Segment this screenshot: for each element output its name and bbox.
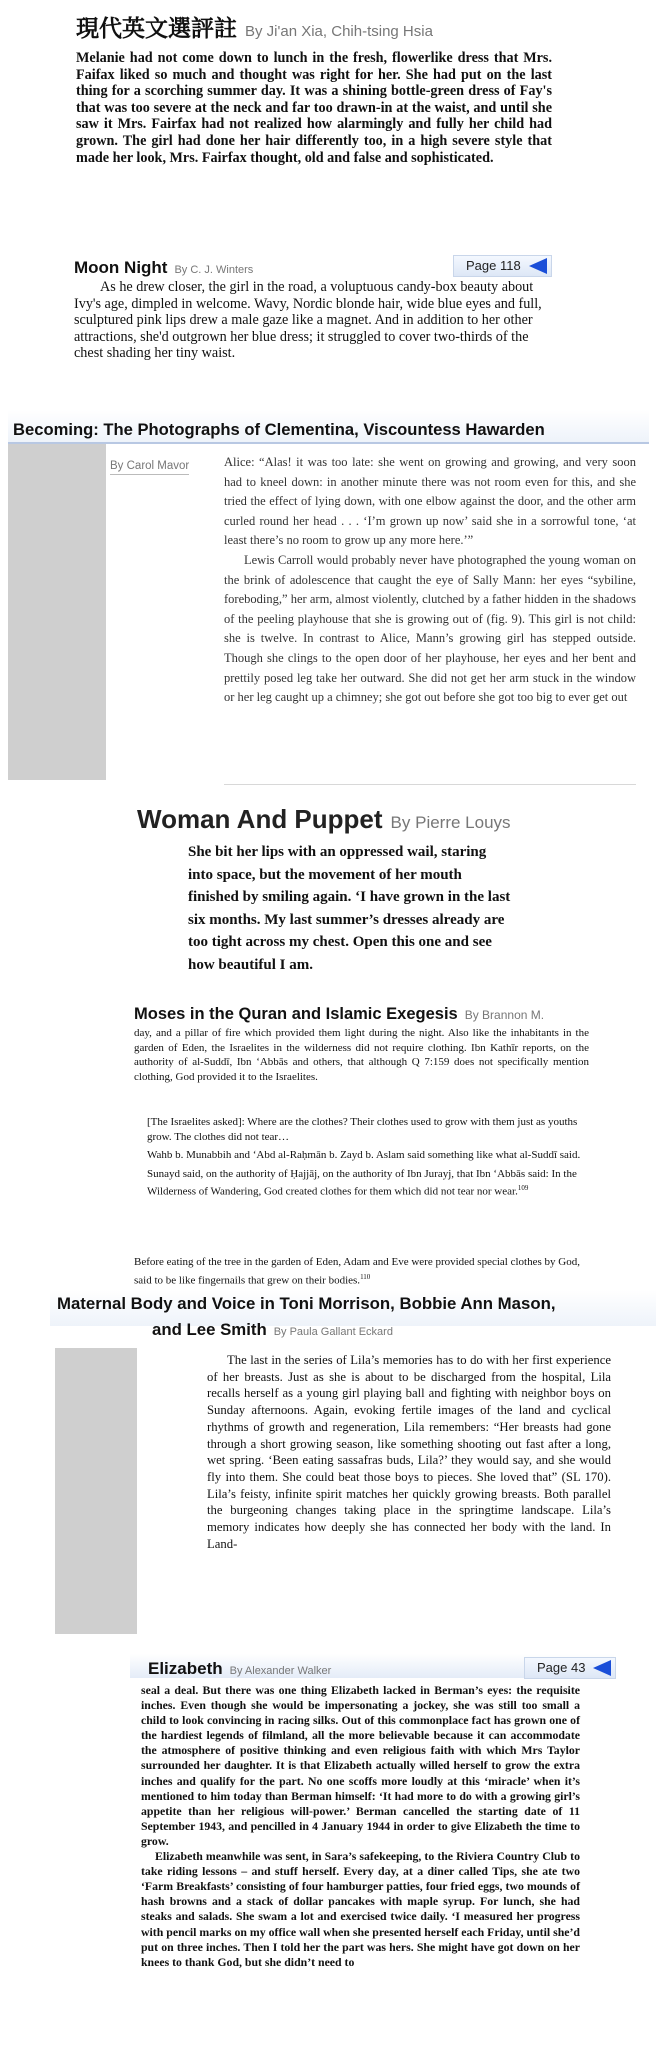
back-arrow-icon[interactable] (529, 258, 547, 274)
footnote-ref: 110 (360, 1272, 371, 1281)
author-byline: By C. J. Winters (174, 264, 254, 276)
book-title: Moses in the Quran and Islamic Exegesis (134, 1005, 458, 1023)
excerpt-header (134, 1005, 544, 1024)
excerpt-text: Elizabeth meanwhile was sent, in Sara’s safekeeping, to the Riviera Country Club to take riding lessons – and stuff herself. Every day, at a diner called Tips, she ate two ‘Farm Breakfasts’ consisting of four hamburger patties, four fried eggs, two mounds of hash browns and a stack of dollar pancakes with maple syrup. For lunch, she had steaks and salads. She swam a lot and exercised twice daily. ‘I measured her progress with pencil marks on my office wall when she presented herself each Friday, until she’d put on three inches. Then I told her the part was hers. She might have got down on her knees to thank God, but she didn’t need to (141, 1849, 580, 1969)
quote-line: [The Israelites asked]: Where are the clothes? Their clothes used to grow with them just as youths grow. The clothes did not tear… (147, 1116, 578, 1143)
quote-line: Sunayd said, on the authority of Ḥajjāj, on the authority of Ibn Jurayj, that Ibn ‘Abbās said: In the Wilderness of Wandering, God created clothes for them which did not tear nor wear.$^{109}$ (147, 1167, 577, 1199)
excerpt-text: Lewis Carroll would probably never have photographed the young woman on the brink of adolescence that caught the eye of Sally Mann: her eyes “sybiline, foreboding,” her arm, almost violently, clutched by a father hidden in the shadows of the peeling playhouse that she is growing out of (fig. 9). This girl is not child: she is twelve. In contrast to Alice, Mann’s growing girl has stepped outside. Though she clings to the open door of her playhouse, her eyes and her bent and prettily posed leg take her outward. She did not get her arm stuck in the window or her leg caught up a chimney; she got out before she got too big to ever get out (224, 552, 636, 705)
page-badge[interactable] (453, 255, 552, 277)
book-title: Becoming: The Photographs of Clementina, Viscountess Hawarden (13, 420, 545, 439)
excerpt-text: She bit her lips with an oppressed wail, staring into space, but the movement of her mouth finished by smiling again. ‘I have grown in the last six months. My last summer’s dresses already are too tight across my chest. Open this one and see how beautiful I am. (188, 844, 511, 973)
excerpt-header (74, 258, 253, 278)
quote-line: Wahb b. Munabbih and ‘Abd al-Raḥmān b. Zayd b. Aslam said something like what al-Suddī said. (147, 1149, 581, 1162)
book-title: 現代英文選評註 (76, 16, 237, 42)
page-number: Page 118 (466, 258, 521, 273)
book-title: Woman And Puppet (137, 804, 383, 834)
book-title: Moon Night (74, 258, 168, 277)
excerpt-text: Before eating of the tree in the garden of Eden, Adam and Eve were provided special clothes by God, said to be like fingernails that grew on their bodies.$^{110}$ (134, 1256, 580, 1287)
footnote-ref: 109 (517, 1184, 529, 1193)
author-byline: By Alexander Walker (229, 1665, 332, 1677)
back-arrow-icon[interactable] (593, 1660, 611, 1676)
excerpt-text: Melanie had not come down to lunch in the fresh, flowerlike dress that Mrs. Faifax liked so much and thought was right for her. She had put on the last thing for a scorching summer day. It was a shining bottle-green dress of Fay's that was too severe at the neck and far too drawn-in at the waist, and until she saw it Mrs. Fairfax had not realized how alarmingly and fully her child had grown. The girl had done her hair differently too, in a high severe style that made her look, Mrs. Fairfax thought, old and false and sophisticated. (76, 50, 552, 166)
blockquote (147, 1115, 587, 1200)
author-byline: By Ji'an Xia, Chih-tsing Hsia (245, 23, 433, 40)
author-byline: By Brannon M. (464, 1008, 545, 1022)
author-byline: By Paula Gallant Eckard (273, 1326, 393, 1338)
author-byline: By Carol Mavor (110, 460, 189, 475)
author-byline: By Pierre Louys (390, 813, 511, 832)
book-title: Elizabeth (148, 1659, 223, 1678)
book-title: Maternal Body and Voice in Toni Morrison, Bobbie Ann Mason, (57, 1294, 556, 1313)
excerpt-header (148, 1659, 331, 1679)
image-placeholder (55, 1348, 137, 1634)
excerpt-header (76, 10, 433, 43)
excerpt-header (137, 804, 511, 835)
page-number: Page 43 (537, 1660, 586, 1675)
excerpt-body (224, 453, 636, 708)
excerpt-text: As he drew closer, the girl in the road, a voluptuous candy-box beauty about Ivy's age, dimpled in welcome. Wavy, Nordic blonde hair, wide blue eyes and full, sculptured pink lips drew a male gaze like a magnet. And in addition to her other attractions, she'd outgrown her blue dress; it struggled to cover two-thirds of the chest shading her tiny waist. (74, 279, 542, 362)
excerpt-header (152, 1320, 393, 1340)
excerpt-text: day, and a pillar of fire which provided them light during the night. Also like the inhabitants in the garden of Eden, the Israelites in the wilderness did not require clothing. Ibn Kathīr reports, on the authority of al-Suddī, Ibn ‘Abbās and others, that although Q 7:159 does not specifically mention clothing, God provided it to the Israelites. (134, 1027, 589, 1083)
alice-quote: Alice: “Alas! it was too late: she went on growing and growing, and very soon had to kneel down: in another minute there was not room even for this, and she tried the effect of lying down, with one elbow against the door, and the other arm curled round her head . . . ‘I’m grown up now’ said she in a sorrowful tone, ‘at least there’s no room to grow up any more here.’” (224, 455, 636, 548)
book-title: and Lee Smith (152, 1320, 267, 1339)
page-badge[interactable] (524, 1657, 616, 1679)
excerpt-text: seal a deal. But there was one thing Elizabeth lacked in Berman’s eyes: the requisite inches. Even though she would be impersonating a jockey, she was still too small a child to look convincing in racing silks. Out of this commonplace fact has grown one of the hardiest legends of filmland, all the more believable because it can accommodate the atmosphere of positive thinking and even religious faith with which Mrs Taylor surrounded her daughter. It is that Elizabeth actually willed herself to grow the extra inches and qualify for the part. No one scoffs more loudly at this ‘miracle’ when it’s mentioned to him today than Berman himself: ‘It had more to do with a growing girl’s appetite than her religious will-power.’ Berman cancelled the starting date of 11 September 1943, and pencilled in 4 January 1944 in order to give Elizabeth the time to grow. (141, 1683, 580, 1848)
divider (224, 784, 636, 785)
image-placeholder (8, 444, 106, 780)
excerpt-body (141, 1683, 580, 1970)
excerpt-text: The last in the series of Lila’s memories has to do with her first experience of her breasts. Just as she is about to be discharged from the hospital, Lila recalls herself as a young girl playing ball and fighting with neighbor boys on Sunday afternoons. Again, evoking fertile images of the land and cyclical rhythms of growth and regeneration, Lila remembers: “Her breasts had gone through a short growing season, like something shooting out fast after a long, wet spring. ‘Been eating sassafras buds, Lila?’ they would say, and she would fly into them. She could beat those boys to pieces. She loved that” (SL 170). Lila’s feisty, infinite spirit matches her quickly growing breasts. Both parallel the burgeoning changes taking place in the springtime landscape. Lila’s memory indicates how deeply she has connected her body with the land. In Land- (207, 1353, 611, 1551)
